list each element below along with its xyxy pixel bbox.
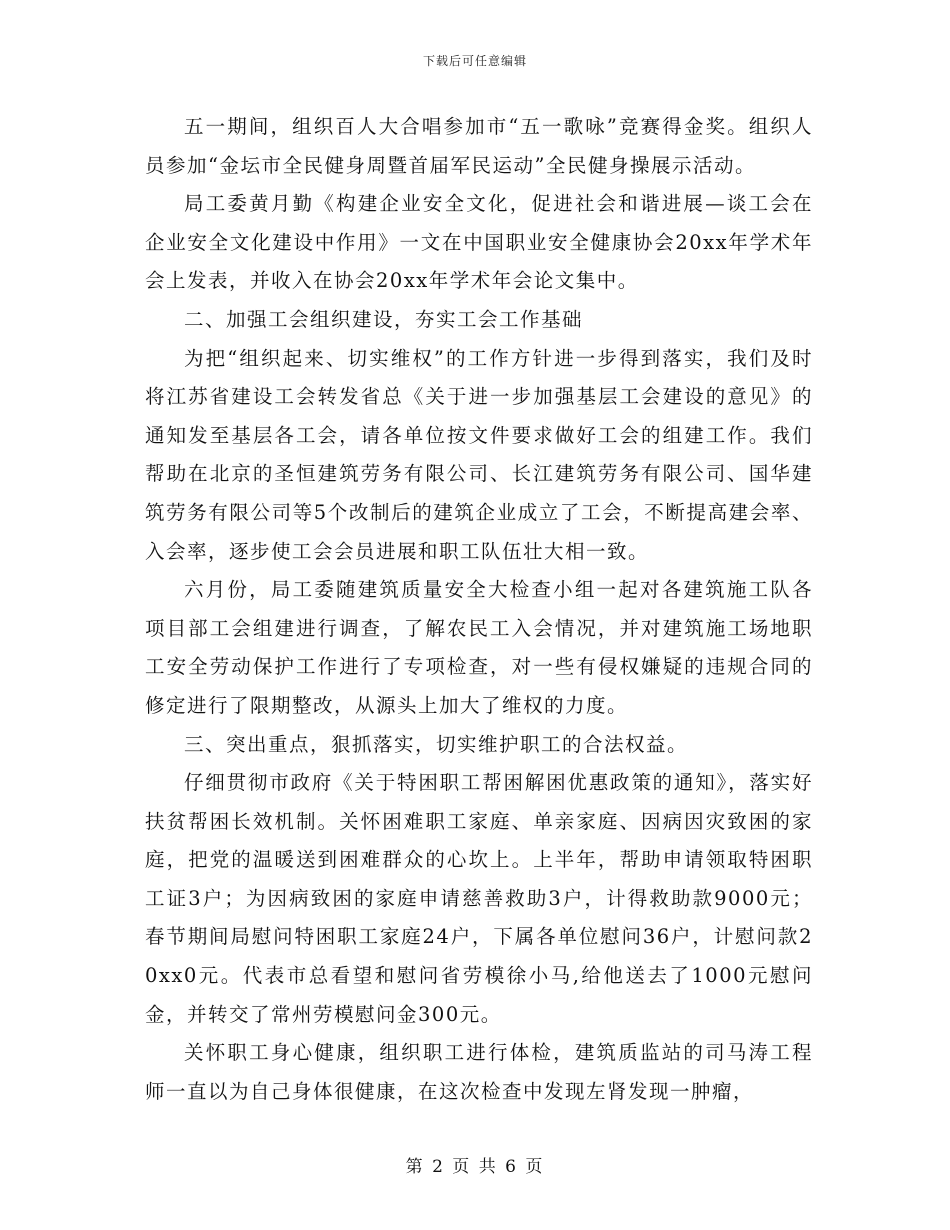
paragraph: 五一期间，组织百人大合唱参加市“五一歌咏”竞赛得金奖。组织人员参加“金坛市全民健身周暨首届军民运动”全民健身操展示活动。 bbox=[145, 115, 813, 177]
section-heading: 二、加强工会组织建设，夯实工会工作基础 bbox=[184, 307, 584, 331]
paragraph: 关怀职工身心健康，组织职工进行体检，建筑质监站的司马涛工程师一直以为自己身体很健康，在这次检查中发现左肾发现一肿瘤， bbox=[145, 1041, 813, 1103]
section-heading: 三、突出重点，狠抓落实，切实维护职工的合法权益。 bbox=[184, 732, 689, 756]
paragraph: 局工委黄月勤《构建企业安全文化，促进社会和谐进展—谈工会在企业安全文化建设中作用》一文在中国职业安全健康协会20xx年学术年会上发表，并收入在协会20xx年学术年会论文集中。 bbox=[145, 192, 813, 293]
paragraph: 仔细贯彻市政府《关于特困职工帮困解困优惠政策的通知》，落实好扶贫帮困长效机制。关怀困难职工家庭、单亲家庭、因病因灾致困的家庭，把党的温暖送到困难群众的心坎上。上半年，帮助申请领取特困职工证3户；为因病致困的家庭申请慈善救助3户，计得救助款9000元；春节期间局慰问特困职工家庭24户，下属各单位慰问36户，计慰问款20xx0元。代表市总看望和慰问省劳模徐小马,给他送去了1000元慰问金，并转交了常州劳模慰问金300元。 bbox=[145, 771, 813, 1026]
paragraph: 为把“组织起来、切实维权”的工作方针进一步得到落实，我们及时将江苏省建设工会转发省总《关于进一步加强基层工会建设的意见》的通知发至基层各工会，请各单位按文件要求做好工会的组建工作。我们帮助在北京的圣恒建筑劳务有限公司、长江建筑劳务有限公司、国华建筑劳务有限公司等5个改制后的建筑企业成立了工会，不断提高建会率、入会率，逐步使工会会员进展和职工队伍壮大相一致。 bbox=[145, 346, 813, 563]
page-number-footer: 第 2 页 共 6 页 bbox=[405, 1157, 545, 1177]
page-header: 下载后可任意编辑 bbox=[422, 54, 527, 68]
paragraph: 六月份，局工委随建筑质量安全大检查小组一起对各建筑施工队各项目部工会组建进行调查，了解农民工入会情况，并对建筑施工场地职工安全劳动保护工作进行了专项检查，对一些有侵权嫌疑的违规合同的修定进行了限期整改，从源头上加大了维权的力度。 bbox=[145, 578, 813, 717]
document-body bbox=[145, 108, 813, 1111]
